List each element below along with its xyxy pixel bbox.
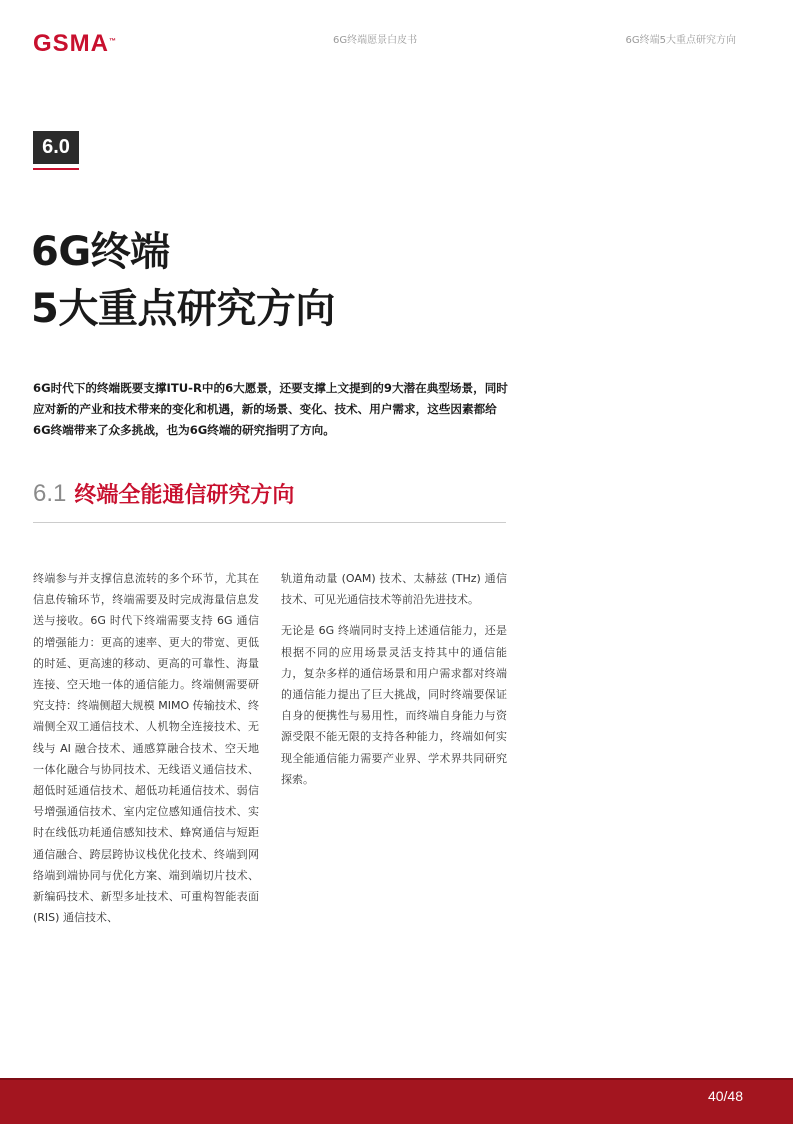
footer-bar: [0, 1078, 793, 1124]
body-column-right: [281, 568, 507, 800]
section-heading: [33, 478, 513, 509]
section-title: 终端全能通信研究方向: [74, 483, 295, 508]
gsma-logo: [33, 30, 116, 58]
body-paragraph: 无论是 6G 终端同时支持上述通信能力，还是根据不同的应用场景灵活支持其中的通信能力，复杂多样的通信场景和用户需求都对终端的通信能力提出了巨大挑战，同时终端要保证自身的便携性与易用性，而终端自身能力与资源受限不能无限的支持各种能力，终端如何实现全能通信能力需要产业界、学术界共同研究探索。: [281, 624, 507, 786]
chapter-badge-underline: [33, 168, 79, 170]
section-number: 6.1: [33, 479, 67, 507]
chapter-intro-paragraph: 6G时代下的终端既要支撑ITU-R中的6大愿景，还要支撑上文提到的9大潜在典型场景，同时应对新的产业和技术带来的变化和机遇，新的场景、变化、技术、用户需求，这些因素都给6G终端带来了众多挑战，也为6G终端的研究指明了方向。: [33, 381, 508, 437]
logo-text: GSMA: [33, 30, 109, 57]
logo-trademark: ™: [109, 38, 116, 45]
body-column-left: [33, 568, 259, 938]
page-number: 40/48: [707, 1088, 743, 1104]
body-paragraph: 终端参与并支撑信息流转的多个环节，尤其在信息传输环节，终端需要及时完成海量信息发送与接收。6G 时代下终端需要支持 6G 通信的增强能力：更高的速率、更大的带宽、更低的时延、更高速的移动、更高的可靠性、海量连接、空天地一体的通信能力。终端侧需要研究支持：终端侧超大规模 MIMO 传输技术、终端侧全双工通信技术、人机物全连接技术、无线与 AI 融合技术、通感算融合技术、空天地一体化融合与协同技术、无线语义通信技术、超低时延通信技术、超低功耗通信技术、弱信号增强通信技术、室内定位感知通信技术、实时在线低功耗通信感知技术、蜂窝通信与短距通信融合、跨层跨协议栈优化技术、终端到网络端到端协同与优化方案、端到端切片技术、新编码技术、新型多址技术、可重构智能表面 (RIS) 通信技术、: [33, 572, 259, 925]
section-divider: [33, 522, 506, 523]
chapter-title-line-1: 6G终端: [31, 229, 170, 275]
header-document-title: 6G终端愿景白皮书: [333, 35, 418, 46]
body-paragraph: 轨道角动量 (OAM) 技术、太赫兹 (THz) 通信技术、可见光通信技术等前沿先进技术。: [281, 572, 507, 607]
chapter-title-line-2: 5大重点研究方向: [31, 286, 335, 332]
chapter-title: [31, 224, 551, 338]
header-section-title: 6G终端5大重点研究方向: [625, 35, 736, 46]
chapter-number-badge: 6.0: [33, 131, 79, 164]
